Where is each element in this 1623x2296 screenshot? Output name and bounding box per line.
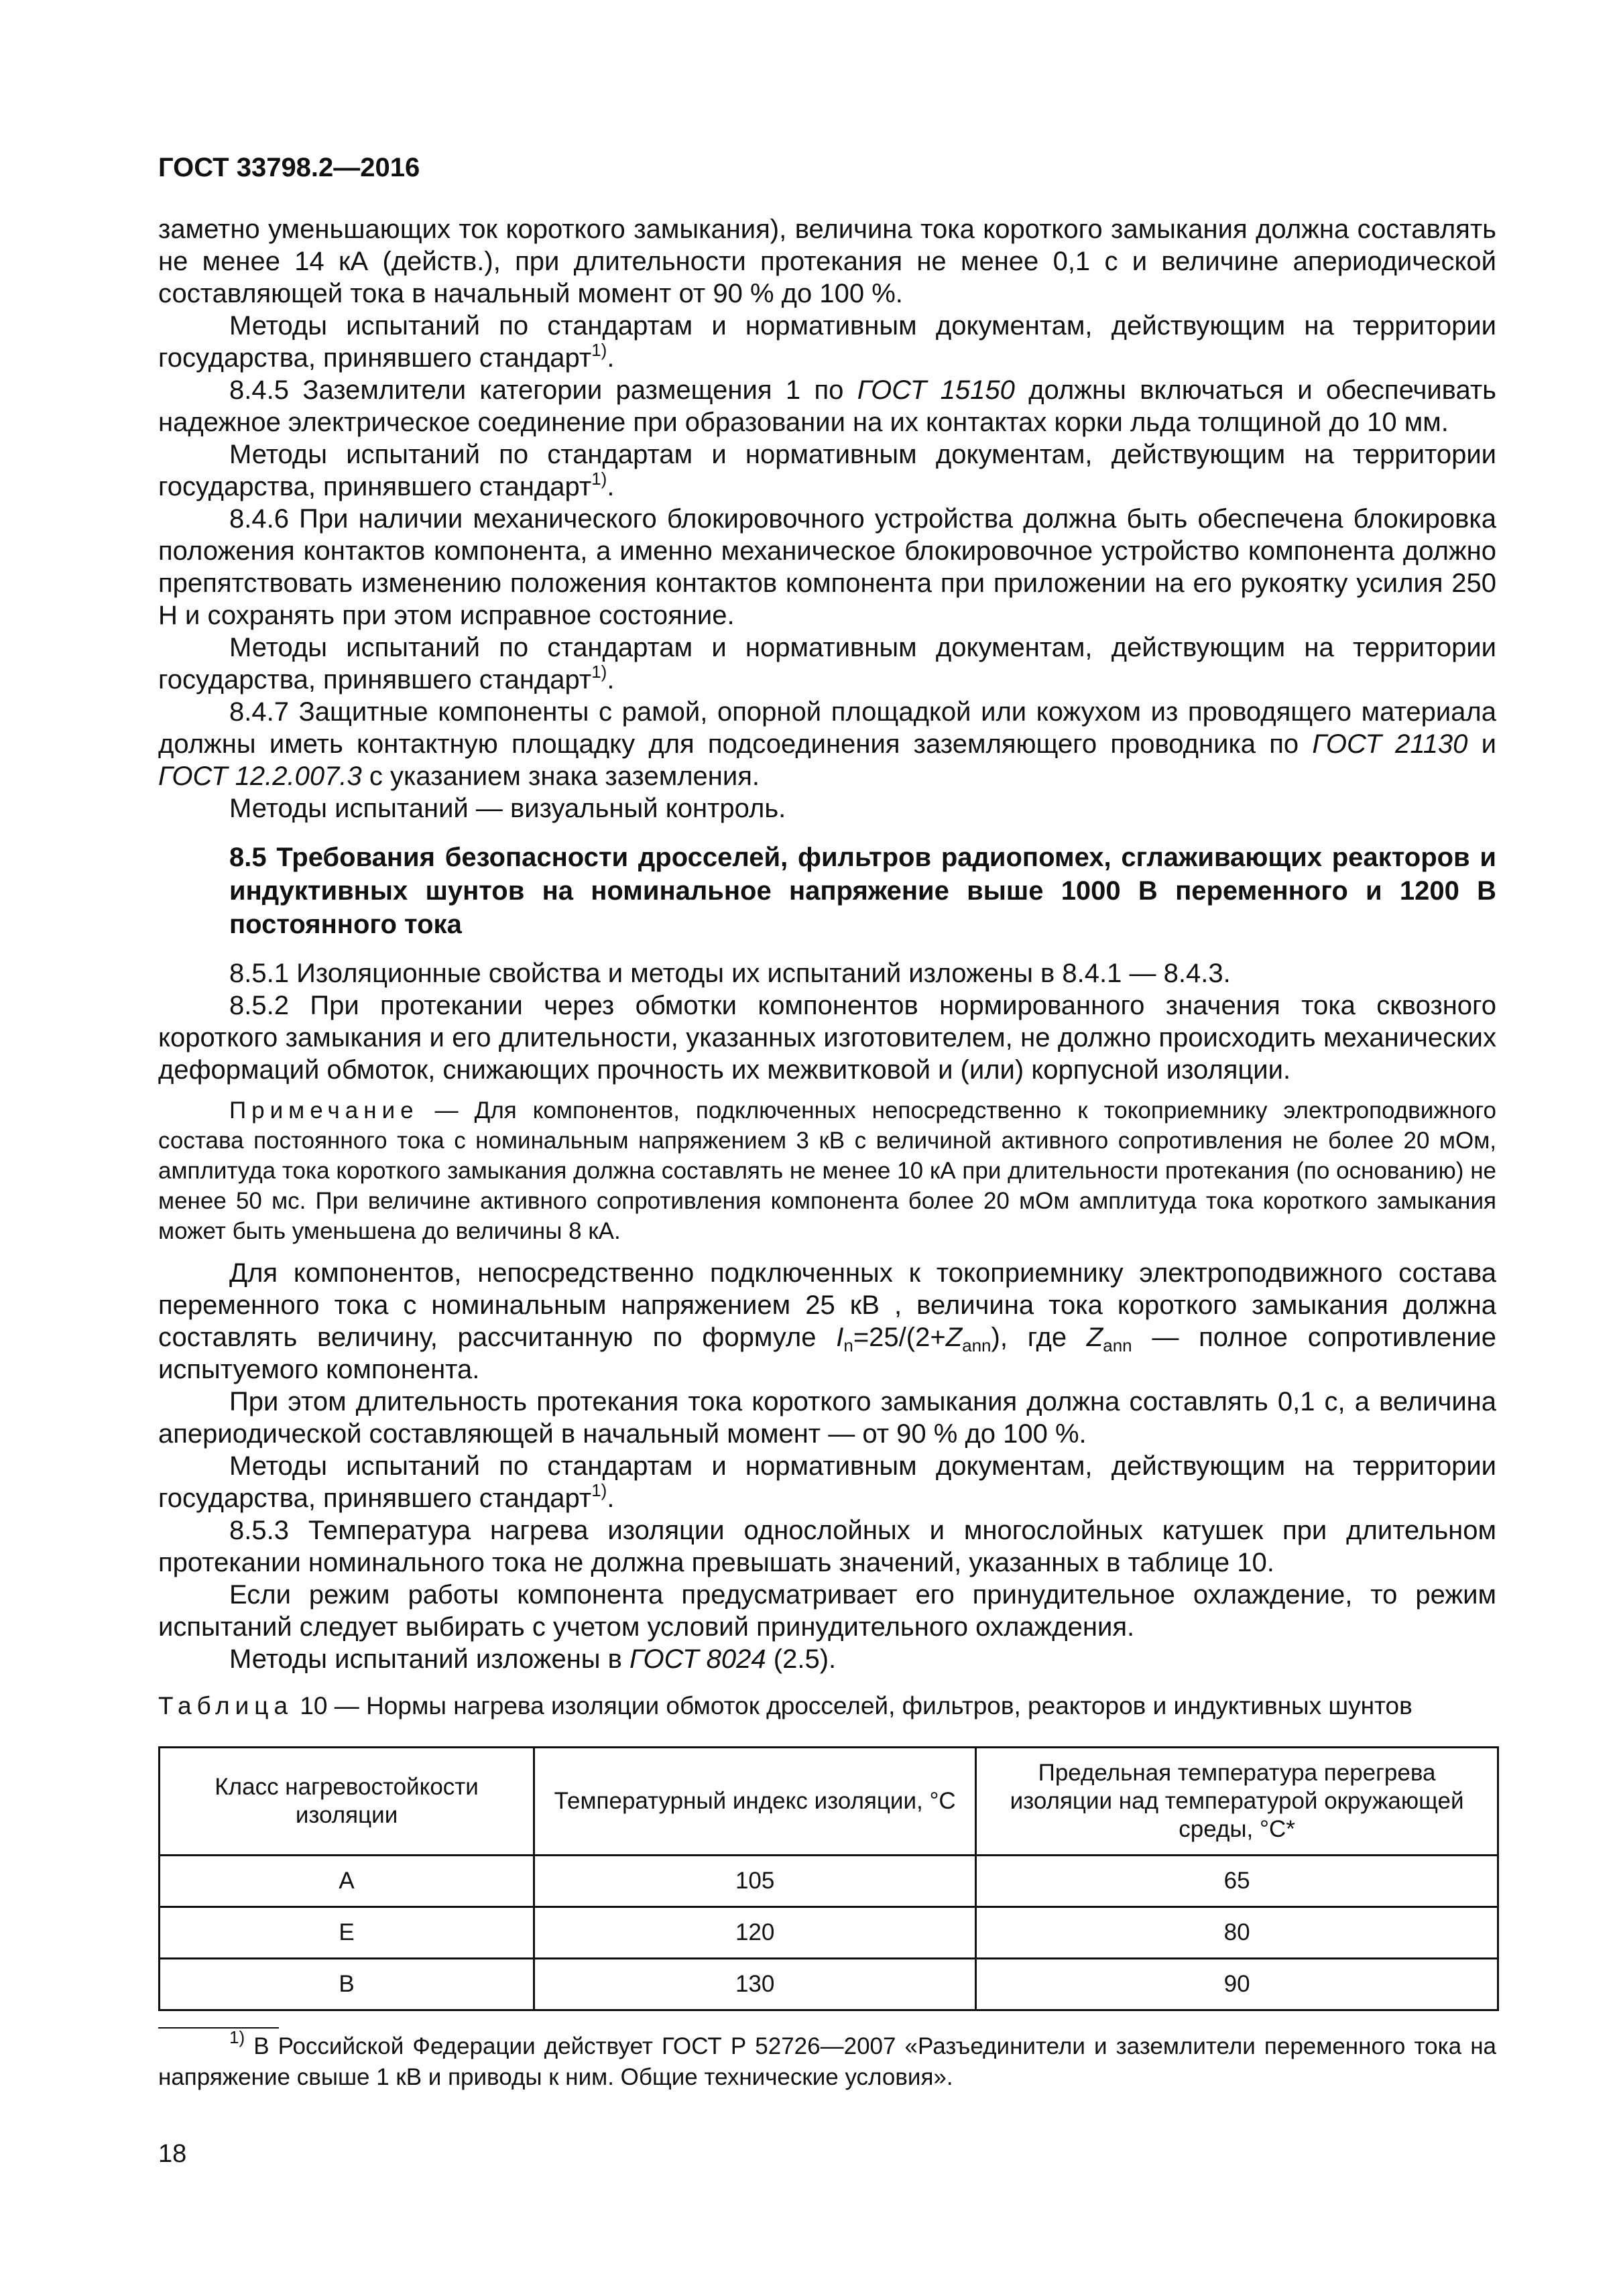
table-cell: Е <box>160 1907 534 1959</box>
clause-text: 8.4.5 Заземлители категории размещения 1 по <box>229 375 857 405</box>
paragraph-forced-cooling: Если режим работы компонента предусматривает его принудительное охлаждение, то режим испытаний следует выбирать с учетом условий принудительного охлаждения. <box>158 1580 1496 1642</box>
footnote-ref: 1) <box>591 340 607 360</box>
paragraph-methods: Методы испытаний по стандартам и нормативным документам, действующим на территории государства, принявшего стандарт$^{1)}$. <box>158 311 1496 373</box>
table-header-cell: Класс нагревостойкости изоляции <box>160 1748 534 1856</box>
table-cell: А <box>160 1856 534 1907</box>
methods-text: Методы испытаний по стандартам и нормативным документам, действующим на территории государства, принявшего стандарт <box>158 311 1496 373</box>
clause-text: и <box>1467 729 1497 759</box>
paragraph-text: — полное сопротивление испытуемого компонента. <box>158 1323 1496 1384</box>
paragraph-methods: Методы испытаний по стандартам и нормативным документам, действующим на территории государства, принявшего стандарт$^{1)}$. <box>158 1451 1496 1513</box>
paragraph-duration: При этом длительность протекания тока короткого замыкания должна составлять 0,1 с, а величина апериодической составляющей в начальный момент — от 90 % до 100 %. <box>158 1387 1496 1449</box>
methods-text: Методы испытаний по стандартам и нормативным документам, действующим на территории государства, принявшего стандарт <box>158 633 1496 694</box>
formula-subscript: ann <box>962 1335 991 1355</box>
footnote-mark: 1) <box>229 2027 245 2047</box>
paragraph-ac-components <box>158 1257 1496 1386</box>
standard-reference: ГОСТ 21130 <box>1312 729 1468 759</box>
footnote-ref: 1) <box>591 469 607 489</box>
paragraph-text: (2.5). <box>766 1644 837 1674</box>
table-cell: 130 <box>534 1959 976 2010</box>
standard-reference: ГОСТ 8024 <box>629 1644 766 1674</box>
table-row <box>160 1856 1498 1907</box>
table-cell: 65 <box>976 1856 1498 1907</box>
footnote-divider <box>158 2027 279 2029</box>
formula-subscript: n <box>843 1335 853 1355</box>
table-cell: 120 <box>534 1907 976 1959</box>
table-header-cell: Температурный индекс изоляции, °С <box>534 1748 976 1856</box>
footnote-text: В Российской Федерации действует ГОСТ Р 52726—2007 «Разъединители и заземлители переменного тока на напряжение свыше 1 кВ и приводы к ним. Общие технические условия». <box>158 2033 1496 2090</box>
formula-subscript: ann <box>1103 1335 1132 1355</box>
clause-8-5-1: 8.5.1 Изоляционные свойства и методы их испытаний изложены в 8.4.1 — 8.4.3. <box>229 959 1231 988</box>
footnote-ref: 1) <box>591 1480 607 1500</box>
clause-text: 8.4.7 Защитные компоненты с рамой, опорной площадкой или кожухом из проводящего материала должны иметь контактную площадку для подсоединения заземляющего проводника по <box>158 697 1496 759</box>
formula-impedance-symbol: Z <box>945 1323 963 1352</box>
paragraph-text: Для компонентов, непосредственно подключенных к токоприемнику электроподвижного состава переменного тока с номинальным напряжением 25 кВ , величина тока короткого замыкания должна составлять величину, рассчитанную по формуле <box>158 1258 1496 1352</box>
clause-text: должны включаться и обеспечивать надежное электрическое соединение при образовании на их контактах корки льда толщиной до 10 мм. <box>158 375 1496 437</box>
paragraph-methods: Методы испытаний по стандартам и нормативным документам, действующим на территории государства, принявшего стандарт$^{1)}$. <box>158 440 1496 501</box>
methods-text: Методы испытаний по стандартам и нормативным документам, действующим на территории государства, принявшего стандарт <box>158 440 1496 501</box>
standard-reference: ГОСТ 15150 <box>857 375 1015 405</box>
page-number: 18 <box>158 2140 187 2168</box>
clause-8-4-6: 8.4.6 При наличии механического блокировочного устройства должна быть обеспечена блокировка положения контактов компонента, а именно механическое блокировочное устройство компонента должно препятствовать изменению положения контактов компонента при приложении на его рукоятку усилия 250 Н и сохранять при этом исправное состояние. <box>158 504 1496 630</box>
table-row <box>160 1959 1498 2010</box>
paragraph-visual-control: Методы испытаний — визуальный контроль. <box>229 794 786 823</box>
table-header-cell: Предельная температура перегрева изоляции над температурой окружающей среды, °С* <box>976 1748 1498 1856</box>
table-caption <box>158 1690 1496 1722</box>
methods-text: Методы испытаний по стандартам и нормативным документам, действующим на территории государства, принявшего стандарт <box>158 1451 1496 1513</box>
note-label: Примечание <box>229 1097 419 1124</box>
paragraph-text: Методы испытаний изложены в <box>229 1644 630 1674</box>
clause-8-4-7 <box>158 696 1496 792</box>
table-header-row <box>160 1748 1498 1856</box>
formula-text: ), где <box>991 1323 1087 1352</box>
standard-reference: ГОСТ 12.2.007.3 <box>158 762 362 791</box>
paragraph-short-circuit: заметно уменьшающих ток короткого замыкания), величина тока короткого замыкания должна составлять не менее 14 кА (действ.), при длительности протекания не менее 0,1 с и величине апериодической составляющей тока в начальный момент от 90 % до 100 %. <box>158 215 1496 308</box>
note-text: — Для компонентов, подключенных непосредственно к токоприемнику электроподвижного состава постоянного тока с номинальным напряжением 3 кВ с величиной активного сопротивления не более 20 мОм, амплитуда тока короткого замыкания должна составлять не менее 10 кА при длительности протекания (по основанию) не менее 50 мс. При величине активного сопротивления компонента более 20 мОм амплитуда тока короткого замыкания может быть уменьшена до величины 8 кА. <box>158 1097 1496 1244</box>
section-heading-8-5: 8.5 Требования безопасности дросселей, фильтров радиопомех, сглаживающих реакторов и индуктивных шунтов на номинальное напряжение выше 1000 В переменного и 1200 В постоянного тока <box>229 843 1496 939</box>
formula-text: =25/(2+ <box>853 1323 946 1352</box>
formula-impedance-symbol: Z <box>1086 1323 1103 1352</box>
clause-8-5-2: 8.5.2 При протекании через обмотки компонентов нормированного значения тока сквозного короткого замыкания и его длительности, указанных изготовителем, не должно происходить механических деформаций обмоток, снижающих прочность их межвитковой и (или) корпусной изоляции. <box>158 991 1496 1085</box>
table-cell: 90 <box>976 1959 1498 2010</box>
footnote <box>158 2027 1496 2093</box>
note-block <box>158 1095 1496 1246</box>
clause-text: с указанием знака заземления. <box>361 762 760 791</box>
document-body <box>158 213 1496 2093</box>
table-cell: 80 <box>976 1907 1498 1959</box>
clause-8-5-3: 8.5.3 Температура нагрева изоляции однослойных и многослойных катушек при длительном протекании номинального тока не должна превышать значений, указанных в таблице 10. <box>158 1516 1496 1577</box>
table-cell: 105 <box>534 1856 976 1907</box>
document-header: ГОСТ 33798.2—2016 <box>158 153 420 182</box>
paragraph-methods: Методы испытаний по стандартам и нормативным документам, действующим на территории государства, принявшего стандарт$^{1)}$. <box>158 633 1496 694</box>
paragraph-methods-8024 <box>158 1643 1496 1675</box>
formula-current-symbol: I <box>836 1323 844 1352</box>
footnote-ref: 1) <box>591 662 607 682</box>
clause-8-4-5 <box>158 374 1496 438</box>
table-row <box>160 1907 1498 1959</box>
table-caption-text: 10 — Нормы нагрева изоляции обмоток дросселей, фильтров, реакторов и индуктивных шунтов <box>293 1692 1412 1719</box>
table-cell: В <box>160 1959 534 2010</box>
table-caption-label: Таблица <box>158 1692 294 1719</box>
table-10 <box>158 1746 1499 2011</box>
